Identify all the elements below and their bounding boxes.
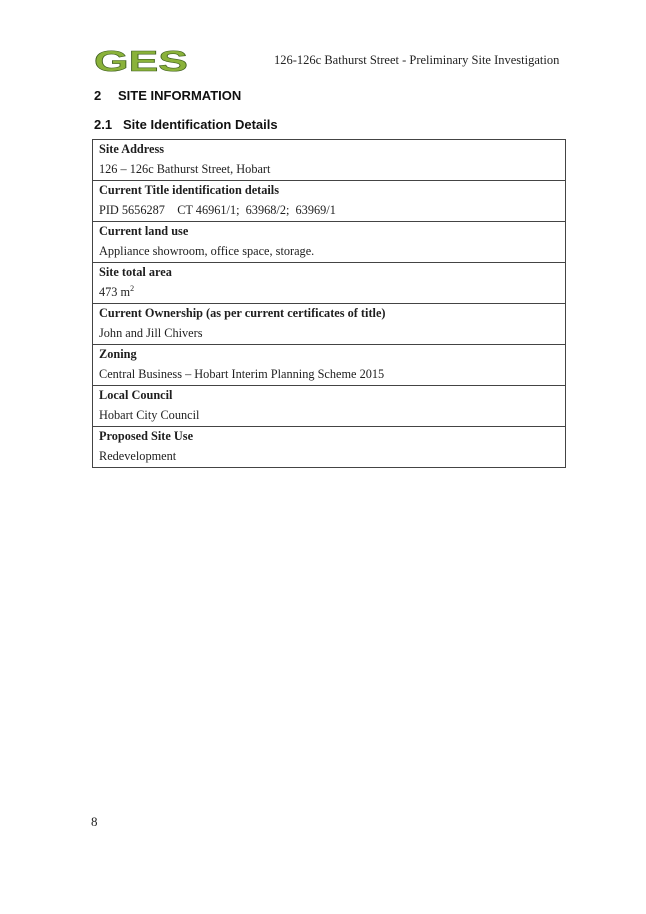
section-heading	[94, 88, 241, 103]
local-council-label: Local Council	[93, 386, 566, 406]
ownership-label: Current Ownership (as per current certificates of title)	[93, 304, 566, 324]
section-number: 2	[94, 88, 102, 103]
land-use-value: Appliance showroom, office space, storage.	[93, 241, 566, 263]
ownership-value: John and Jill Chivers	[93, 323, 566, 345]
site-identification-table	[92, 139, 566, 468]
total-area-label: Site total area	[93, 263, 566, 283]
svg-text:GES: GES	[94, 46, 188, 74]
zoning-label: Zoning	[93, 345, 566, 365]
title-details-label: Current Title identification details	[93, 181, 566, 201]
proposed-use-value: Redevelopment	[93, 446, 566, 468]
subsection-title: Site Identification Details	[123, 117, 278, 132]
area-unit-superscript: 2	[130, 284, 135, 293]
local-council-value: Hobart City Council	[93, 405, 566, 427]
site-address-value: 126 – 126c Bathurst Street, Hobart	[93, 159, 566, 181]
total-area-cell	[93, 282, 566, 304]
total-area-value: 473 m	[99, 285, 131, 299]
page-number: 8	[91, 814, 98, 829]
ges-logo	[94, 46, 190, 74]
section-title: SITE INFORMATION	[118, 88, 242, 103]
title-details-value: PID 5656287 CT 46961/1; 63968/2; 63969/1	[93, 200, 566, 222]
subsection-heading	[94, 117, 278, 132]
site-address-label: Site Address	[93, 140, 566, 160]
proposed-use-label: Proposed Site Use	[93, 427, 566, 447]
zoning-value: Central Business – Hobart Interim Planning Scheme 2015	[93, 364, 566, 386]
land-use-label: Current land use	[93, 222, 566, 242]
running-header: 126-126c Bathurst Street - Preliminary Site Investigation	[274, 53, 560, 67]
subsection-number: 2.1	[94, 117, 113, 132]
